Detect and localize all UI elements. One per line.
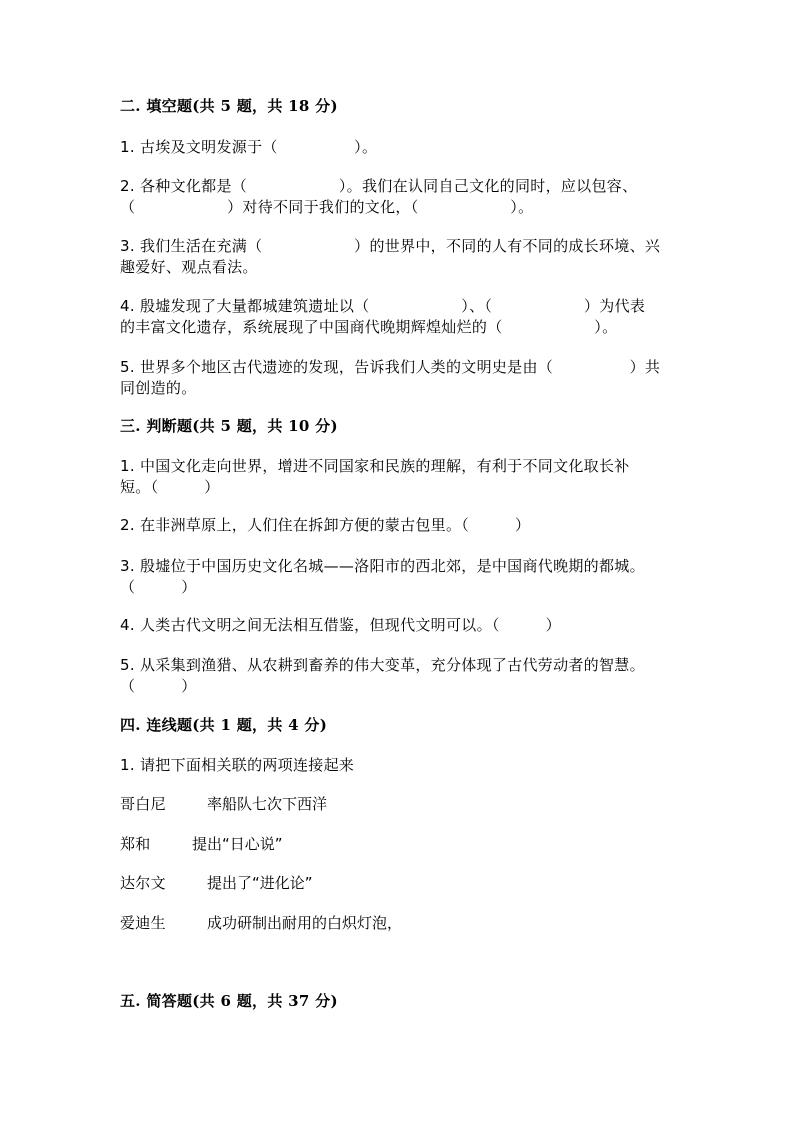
true-false-q1-line1: 1. 中国文化走向世界，增进不同国家和民族的理解，有利于不同文化取长补 bbox=[120, 457, 630, 475]
true-false-q4: 4. 人类古代文明之间无法相互借鉴，但现代文明可以。（ ） bbox=[120, 616, 561, 634]
fill-blank-q3-line1: 3. 我们生活在充满（ ）的世界中，不同的人有不同的成长环境、兴 bbox=[120, 237, 661, 255]
true-false-q5-line2: （ ） bbox=[120, 677, 197, 695]
fill-blank-q2-line2: （ ）对待不同于我们的文化，（ ）。 bbox=[120, 198, 534, 216]
fill-blank-q5-line1: 5. 世界多个地区古代遗迹的发现，告诉我们人类的文明史是由（ ）共 bbox=[120, 358, 661, 376]
true-false-q3-line2: （ ） bbox=[120, 578, 197, 596]
matching-right-item: 成功研制出耐用的白炽灯泡， bbox=[207, 914, 403, 932]
true-false-q1-line2: 短。（ ） bbox=[120, 478, 220, 496]
matching-left-item: 达尔文 bbox=[120, 874, 166, 892]
section-title-fill-blank: 二. 填空题(共 5 题，共 18 分) bbox=[120, 97, 338, 115]
matching-left-item: 郑和 bbox=[120, 835, 151, 853]
matching-q1: 1. 请把下面相关联的两项连接起来 bbox=[120, 756, 355, 774]
true-false-q5-line1: 5. 从采集到渔猎、从农耕到畜养的伟大变革，充分体现了古代劳动者的智慧。 bbox=[120, 656, 645, 674]
fill-blank-q4-line2: 的丰富文化遗存，系统展现了中国商代晚期辉煌灿烂的（ ）。 bbox=[120, 318, 618, 336]
fill-blank-q1: 1. 古埃及文明发源于（ ）。 bbox=[120, 138, 378, 156]
matching-right-item: 提出“日心说” bbox=[192, 835, 283, 853]
section-title-short-answer: 五. 简答题(共 6 题，共 37 分) bbox=[120, 992, 338, 1010]
fill-blank-q2-line1: 2. 各种文化都是（ ）。我们在认同自己文化的同时，应以包容、 bbox=[120, 177, 638, 195]
matching-left-item: 哥白尼 bbox=[120, 795, 166, 813]
matching-right-item: 率船队七次下西洋 bbox=[207, 795, 328, 813]
fill-blank-q5-line2: 同创造的。 bbox=[120, 379, 197, 397]
matching-right-item: 提出了“进化论” bbox=[207, 874, 313, 892]
fill-blank-q3-line2: 趣爱好、观点看法。 bbox=[120, 258, 258, 276]
section-title-matching: 四. 连线题(共 1 题，共 4 分) bbox=[120, 716, 328, 734]
section-title-true-false: 三. 判断题(共 5 题，共 10 分) bbox=[120, 417, 338, 435]
fill-blank-q4-line1: 4. 殷墟发现了大量都城建筑遗址以（ ）、（ ）为代表 bbox=[120, 297, 646, 315]
matching-left-item: 爱迪生 bbox=[120, 914, 166, 932]
true-false-q3-line1: 3. 殷墟位于中国历史文化名城——洛阳市的西北郊，是中国商代晚期的都城。 bbox=[120, 557, 645, 575]
true-false-q2: 2. 在非洲草原上，人们住在拆卸方便的蒙古包里。（ ） bbox=[120, 516, 531, 534]
